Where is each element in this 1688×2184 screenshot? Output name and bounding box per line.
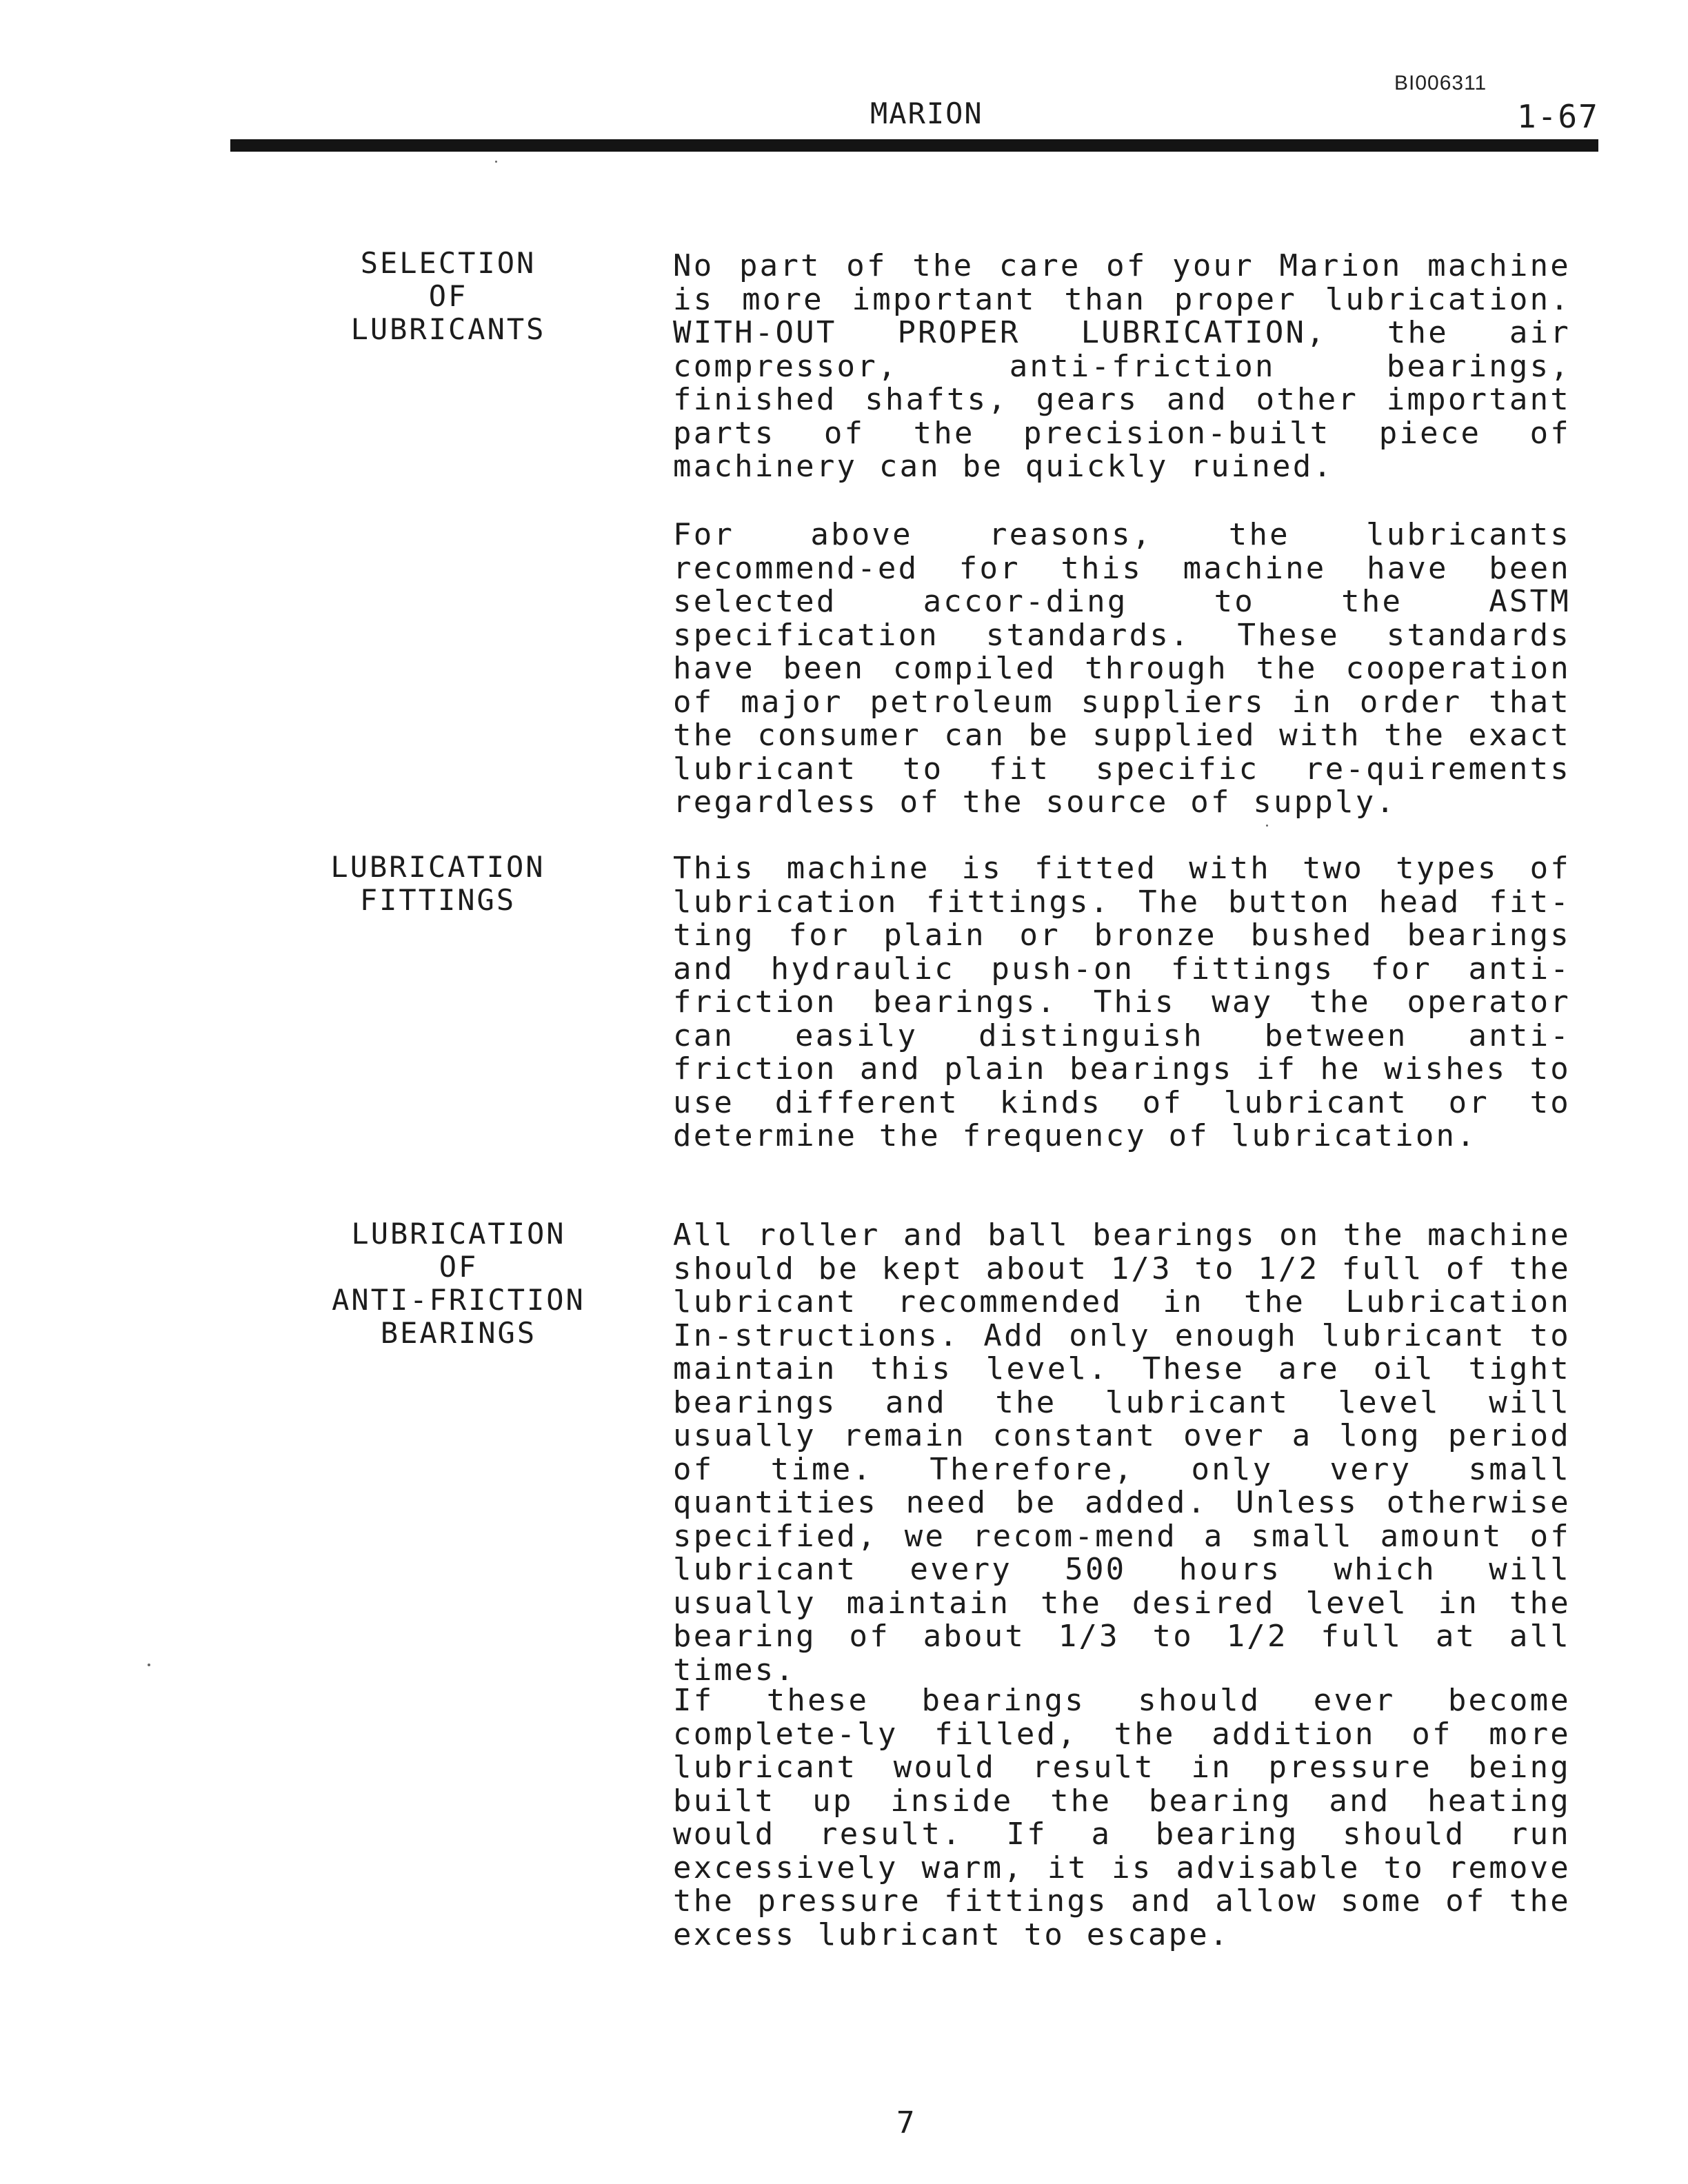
paragraph: If these bearings should ever become complete-ly filled, the addition of more lubricant would result in pressure being built up inside the bearing and heating would result. If a bearing should run excessively warm, it is advisable to remove the pressure fittings and allow some of the excess lubricant to escape. [673, 1683, 1571, 1952]
paragraph: This machine is fitted with two types of lubrication fittings. The button head fit-ting for plain or bronze bushed bearings and hydraulic push-on fittings for anti-friction bearings. This way the operator can easily distinguish between anti-friction and plain bearings if he wishes to use different kinds of lubricant or to determine the frequency of lubrication. [673, 851, 1571, 1153]
page-label: 1-67 [1517, 98, 1599, 135]
section-heading-lubrication-fittings: LUBRICATION FITTINGS [330, 850, 545, 917]
running-head: MARION [870, 97, 983, 130]
scan-speck [148, 1664, 150, 1666]
paragraph: No part of the care of your Marion machine is more important than proper lubrication. WITH-OUT PROPER LUBRICATION, the air compressor, anti-friction bearings, finished shafts, gears and other important parts of the precision-built piece of machinery can be quickly ruined. [673, 248, 1571, 484]
document-id: BI006311 [1394, 72, 1487, 94]
scan-speck [1266, 825, 1268, 827]
section-heading-selection-of-lubricants: SELECTION OF LUBRICANTS [350, 246, 546, 346]
page-number: 7 [896, 2105, 915, 2141]
section-heading-lubrication-of-anti-friction-bearings: LUBRICATION OF ANTI-FRICTION BEARINGS [332, 1217, 585, 1350]
paragraph: All roller and ball bearings on the machine should be kept about 1/3 to 1/2 full of the lubricant recommended in the Lubrication In-structions. Add only enough lubricant to maintain this level. These are oil tight bearings and the lubricant level will usually remain constant over a long period of time. Therefore, only very small quantities need be added. Unless otherwise specified, we recom-mend a small amount of lubricant every 500 hours which will usually maintain the desired level in the bearing of about 1/3 to 1/2 full at all times. [673, 1217, 1571, 1688]
header-rule [230, 139, 1598, 152]
paragraph: For above reasons, the lubricants recommend-ed for this machine have been selected accor-ding to the ASTM specification standards. These standards have been compiled through the cooperation of major petroleum suppliers in order that the consumer can be supplied with the exact lubricant to fit specific re-quirements regardless of the source of supply. [673, 517, 1571, 820]
scan-speck [495, 161, 497, 163]
